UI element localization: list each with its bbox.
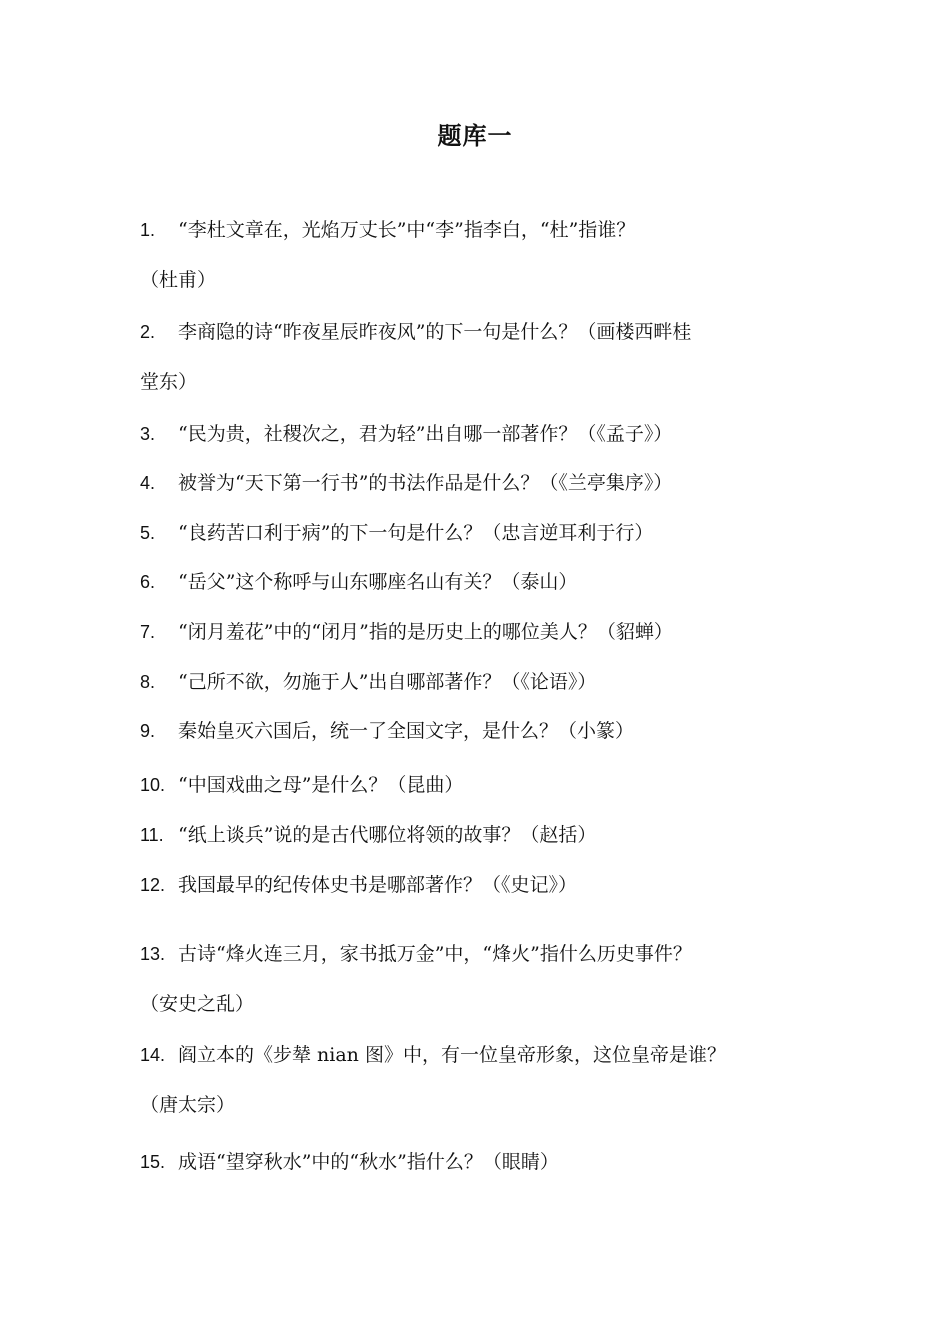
question-3	[140, 409, 830, 459]
question-6	[140, 557, 830, 607]
question-text: “李杜文章在，光焰万丈长”中“李”指李白，“杜”指谁？	[178, 219, 636, 241]
question-number: 13.	[140, 944, 166, 964]
question-number: 7.	[140, 622, 156, 642]
question-text: “良药苦口利于病”的下一句是什么？（忠言逆耳利于行）	[178, 522, 654, 544]
question-1-continued: （杜甫）	[140, 269, 217, 291]
question-7	[140, 607, 830, 657]
question-number: 11.	[140, 825, 164, 845]
question-2	[140, 307, 830, 357]
question-number: 5.	[140, 523, 156, 543]
question-1	[140, 205, 830, 255]
page-title: 题库一	[437, 122, 513, 150]
question-text: 古诗“烽火连三月，家书抵万金”中，“烽火”指什么历史事件？	[178, 943, 692, 965]
question-text: “己所不欲，勿施于人”出自哪部著作？（《论语》）	[178, 671, 597, 693]
question-15	[140, 1137, 830, 1187]
question-number: 2.	[140, 322, 156, 342]
question-number: 1.	[140, 220, 156, 240]
question-9	[140, 706, 830, 756]
question-text: “岳父”这个称呼与山东哪座名山有关？（泰山）	[178, 571, 578, 593]
question-number: 12.	[140, 875, 166, 895]
question-number: 8.	[140, 672, 156, 692]
question-12	[140, 860, 830, 910]
question-10	[140, 760, 830, 810]
question-14	[140, 1030, 830, 1080]
question-text: “民为贵，社稷次之，君为轻”出自哪一部著作？（《孟子》）	[178, 423, 673, 445]
question-text: “中国戏曲之母”是什么？（昆曲）	[178, 774, 464, 796]
question-text: “纸上谈兵”说的是古代哪位将领的故事？（赵括）	[178, 824, 597, 846]
question-2-continued: 堂东）	[140, 371, 198, 393]
question-text: 秦始皇灭六国后，统一了全国文字，是什么？（小篆）	[178, 720, 635, 742]
question-text: 李商隐的诗“昨夜星辰昨夜风”的下一句是什么？（画楼西畔桂	[178, 321, 692, 343]
question-number: 10.	[140, 775, 166, 795]
question-number: 4.	[140, 473, 156, 493]
question-13-continued: （安史之乱）	[140, 993, 255, 1015]
question-4	[140, 458, 830, 508]
question-14-continued: （唐太宗）	[140, 1094, 236, 1116]
question-text: 被誉为“天下第一行书”的书法作品是什么？（《兰亭集序》）	[178, 472, 673, 494]
question-text: “闭月羞花”中的“闭月”指的是历史上的哪位美人？（貂蝉）	[178, 621, 673, 643]
question-number: 3.	[140, 424, 156, 444]
question-text: 阎立本的《步辇 nian 图》中，有一位皇帝形象，这位皇帝是谁？	[178, 1044, 726, 1066]
question-5	[140, 508, 830, 558]
question-number: 9.	[140, 721, 156, 741]
question-13	[140, 929, 830, 979]
question-number: 15.	[140, 1152, 166, 1172]
question-number: 6.	[140, 572, 156, 592]
question-text: 成语“望穿秋水”中的“秋水”指什么？（眼睛）	[178, 1151, 559, 1173]
question-number: 14.	[140, 1045, 166, 1065]
question-8	[140, 657, 830, 707]
question-text: 我国最早的纪传体史书是哪部著作？（《史记》）	[178, 874, 578, 896]
question-11	[140, 810, 830, 860]
